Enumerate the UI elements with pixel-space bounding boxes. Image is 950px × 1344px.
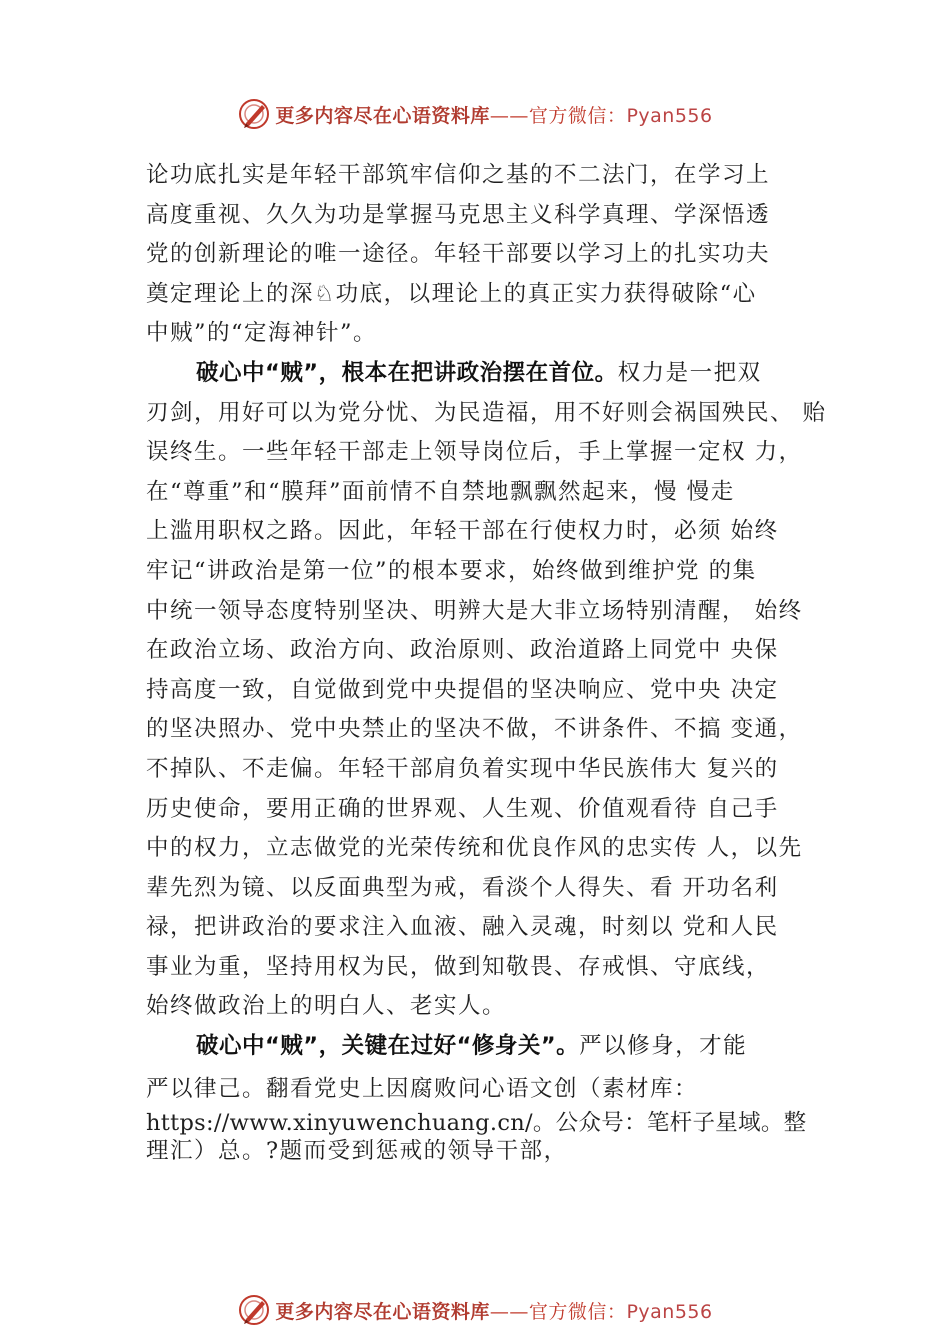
text-line: 辈先烈为镜、以反面典型为戒，看淡个人得失、看 开功名利: [146, 874, 779, 901]
text-line: 上滥用职权之路。因此，年轻干部在行使权力时，必须 始终: [146, 518, 779, 545]
pen-logo-icon: [237, 1293, 271, 1327]
section-heading: 破心中“贼”，关键在过好“修身关”。: [196, 1033, 580, 1060]
text-line: 理汇）总。?题而受到惩戒的领导干部，: [146, 1138, 568, 1165]
footer-watermark: [0, 1290, 950, 1330]
text-line: 中统一领导态度特别坚决、明辨大是大非立场特别清醒， 始终: [146, 597, 803, 624]
text-line: 中的权力，立志做党的光荣传统和优良作风的忠实传 人，以先: [146, 835, 803, 862]
text-line: 在政治立场、政治方向、政治原则、政治道路上同党中 央保: [146, 637, 779, 664]
paragraph-2: [146, 354, 836, 1027]
footer-text: 更多内容尽在心语资料库——官方微信：Pyan556: [275, 1300, 713, 1323]
text-line: 历史使命，要用正确的世界观、人生观、价值观看待 自己手: [146, 795, 779, 822]
text-line: 在“尊重”和“膜拜”面前情不自禁地飘飘然起来，慢 慢走: [146, 478, 735, 505]
text-line: 奠定理论上的深♘功底，以理论上的真正实力获得破除“心: [146, 280, 757, 307]
text-line: 持高度一致，自觉做到党中央提倡的坚决响应、党中央 决定: [146, 676, 779, 703]
text-line: 禄，把讲政治的要求注入血液、融入灵魂，时刻以 党和人民: [146, 914, 779, 941]
text-line: 事业为重，坚持用权为民，做到知敬畏、存戒惧、守底线，: [146, 953, 771, 980]
text-line: 破心中“贼”，根本在把讲政治摆在首位。权力是一把双: [196, 359, 762, 386]
text-line: 误终生。一些年轻干部走上领导岗位后，手上掌握一定权 力，: [146, 439, 803, 466]
text-line: 的坚决照办、党中央禁止的坚决不做，不讲条件、不搞 变通，: [146, 716, 803, 743]
paragraph-3: [146, 1027, 836, 1165]
text-line: 中贼”的“定海神针”。: [146, 320, 378, 347]
document-body: [146, 156, 836, 1165]
section-heading: 破心中“贼”，根本在把讲政治摆在首位。: [196, 359, 618, 386]
pen-logo-icon: [237, 97, 271, 131]
paragraph-1: [146, 156, 836, 354]
text-line: 牢记“讲政治是第一位”的根本要求，始终做到维护党 的集: [146, 557, 757, 584]
header-text: 更多内容尽在心语资料库——官方微信：Pyan556: [275, 104, 713, 127]
text-line: 严以律己。翻看党史上因腐败问心语文创（素材库：: [146, 1075, 699, 1102]
header-watermark: [0, 94, 950, 134]
text-line: 党的创新理论的唯一途径。年轻干部要以学习上的扎实功夫: [146, 241, 771, 268]
text-line: 始终做政治上的明白人、老实人。: [146, 993, 507, 1020]
text-line: 刃剑，用好可以为党分忧、为民造福，用不好则会祸国殃民、 贻: [146, 399, 827, 426]
text-line: https://www.xinyuwenchuang.cn/。公众号：笔杆子星域。整: [146, 1110, 807, 1137]
text-line: 不掉队、不走偏。年轻干部肩负着实现中华民族伟大 复兴的: [146, 755, 779, 782]
text-line: 论功底扎实是年轻干部筑牢信仰之基的不二法门，在学习上: [146, 162, 771, 188]
text-line: 高度重视、久久为功是掌握马克思主义科学真理、学深悟透: [146, 201, 771, 228]
text-line: 破心中“贼”，关键在过好“修身关”。严以修身，才能: [196, 1033, 748, 1060]
